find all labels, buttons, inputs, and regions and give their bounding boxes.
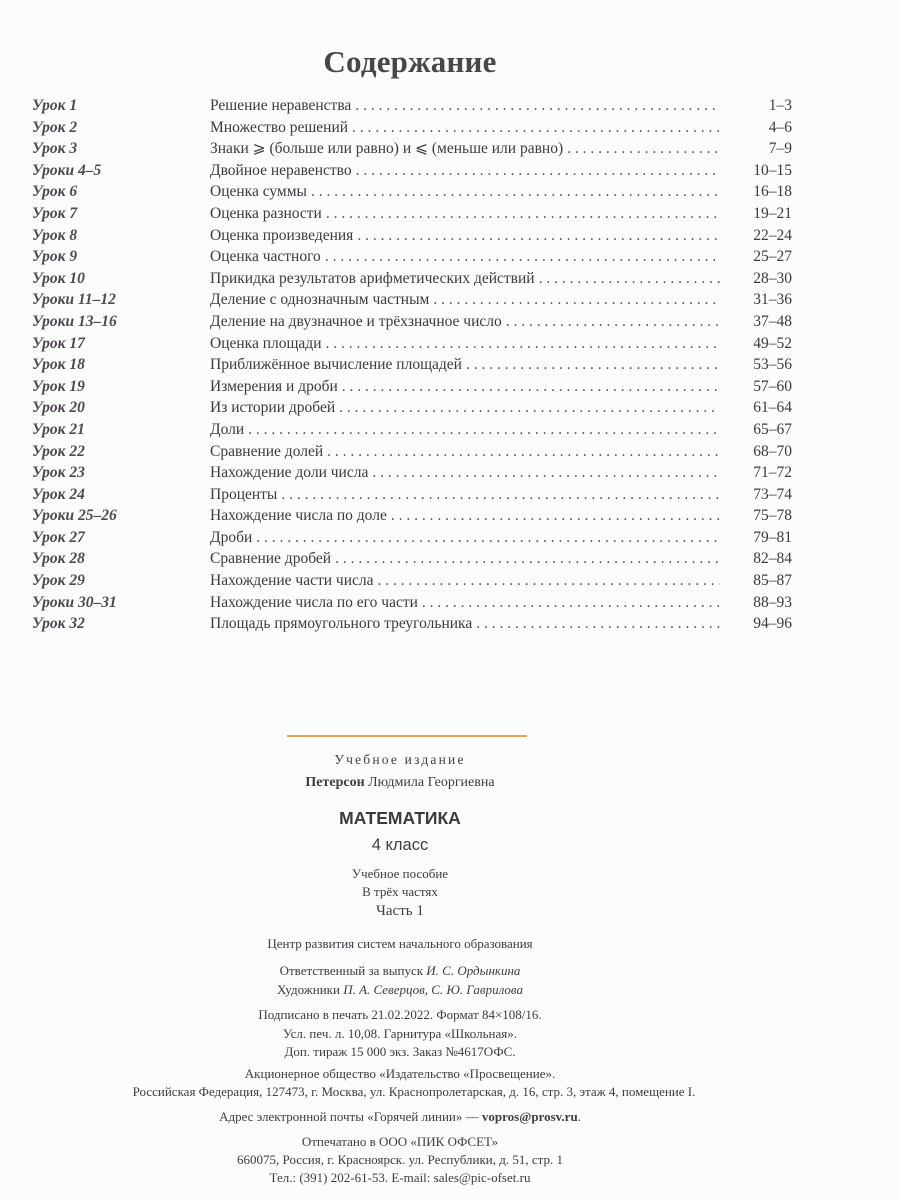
toc-topic-text: Множество решений [210,118,349,136]
leader-dots [356,160,720,182]
toc-pages: 73–74 [753,485,792,503]
toc-topic-text: Из истории дробей [210,399,336,417]
hotline-end: . [577,1109,581,1124]
printer-contact: Тел.: (391) 202-61-53. E-mail: sales@pic-ofset.ru [269,1170,531,1185]
printer-address: 660075, Россия, г. Красноярск. ул. Республики, д. 51, стр. 1 [237,1152,563,1167]
toc-pages: 25–27 [753,248,792,266]
toc-pages: 16–18 [753,183,792,201]
toc-lesson: Урок 17 [32,334,85,352]
toc-topic-text: Нахождение доли числа [210,464,369,482]
toc-lesson: Урок 28 [32,550,85,568]
toc-row[interactable] [32,419,792,441]
toc-row[interactable] [32,181,792,203]
toc-row[interactable] [32,160,792,182]
toc-pages: 19–21 [753,204,792,222]
table-of-contents [32,95,792,635]
book-grade: 4 класс [371,836,429,854]
toc-lesson: Урок 3 [32,140,78,158]
toc-row[interactable] [32,484,792,506]
author [0,775,800,791]
toc-pages: 79–81 [753,528,792,546]
leader-dots [476,613,720,635]
toc-topic [210,138,720,160]
hotline-label: Адрес электронной почты «Горячей линии» — [219,1109,479,1124]
book-type: Учебное пособие [351,866,449,881]
book-part: Часть 1 [376,903,424,919]
toc-topic [210,462,720,484]
artists [0,982,800,998]
toc-lesson: Урок 24 [32,485,85,503]
leader-dots [281,484,720,506]
toc-lesson: Уроки 30–31 [32,593,117,611]
leader-dots [433,289,720,311]
toc-topic-text: Дроби [210,528,253,546]
toc-lesson: Урок 32 [32,615,85,633]
toc-topic [210,333,720,355]
toc-lesson: Урок 22 [32,442,85,460]
toc-topic-text: Сравнение долей [210,442,324,460]
toc-topic-text: Измерения и дроби [210,377,338,395]
toc-lesson: Урок 6 [32,183,78,201]
leader-dots [422,592,720,614]
toc-topic [210,354,720,376]
toc-lesson: Урок 27 [32,528,85,546]
toc-pages: 57–60 [753,377,792,395]
toc-topic [210,311,720,333]
leader-dots [539,268,720,290]
artists-names: П. А. Северцов, С. Ю. Гаврилова [343,982,523,997]
toc-lesson: Урок 2 [32,118,78,136]
toc-topic [210,419,720,441]
toc-lesson: Урок 9 [32,248,78,266]
toc-pages: 53–56 [753,356,792,374]
toc-row[interactable] [32,311,792,333]
leader-dots [339,397,720,419]
toc-pages: 61–64 [753,399,792,417]
leader-dots [372,462,720,484]
toc-topic-text: Нахождение числа по его части [210,593,418,611]
toc-row[interactable] [32,397,792,419]
toc-topic-text: Решение неравенства [210,97,352,114]
toc-pages: 65–67 [753,420,792,438]
toc-row[interactable] [32,527,792,549]
leader-dots [352,117,720,139]
toc-row[interactable] [32,203,792,225]
toc-pages: 75–78 [753,507,792,525]
toc-topic [210,203,720,225]
toc-topic [210,613,720,635]
hotline-email-link[interactable]: vopros@prosv.ru [481,1109,578,1124]
toc-lesson: Урок 20 [32,399,85,417]
toc-row[interactable] [32,376,792,398]
toc-topic-text: Нахождение числа по доле [210,507,387,525]
toc-topic [210,95,720,117]
toc-pages: 68–70 [753,442,792,460]
toc-topic-text: Проценты [210,485,278,503]
toc-lesson: Урок 19 [32,377,85,395]
print-run: Доп. тираж 15 000 экз. Заказ №4617ОФС. [284,1044,516,1059]
toc-pages: 49–52 [753,334,792,352]
artists-label: Художники [277,982,340,997]
toc-lesson: Урок 21 [32,420,85,438]
toc-lesson: Урок 29 [32,572,85,590]
toc-topic-text: Оценка площади [210,334,322,352]
toc-lesson: Урок 7 [32,204,78,222]
organization: Центр развития систем начального образования [267,936,533,951]
leader-dots [256,527,720,549]
toc-topic [210,570,720,592]
toc-lesson: Уроки 25–26 [32,507,117,525]
toc-topic [210,397,720,419]
toc-topic-text: Сравнение дробей [210,550,332,568]
section-divider [287,735,527,737]
toc-topic [210,246,720,268]
toc-topic-text: Приближённое вычисление площадей [210,356,462,374]
toc-row[interactable] [32,354,792,376]
print-sheets: Усл. печ. л. 10,08. Гарнитура «Школьная». [283,1026,517,1041]
responsible-label: Ответственный за выпуск [279,963,424,978]
leader-dots [248,419,720,441]
toc-row[interactable] [32,613,792,635]
toc-pages: 1–3 [768,97,792,114]
toc-pages: 7–9 [768,140,792,158]
toc-pages: 28–30 [753,269,792,287]
toc-pages: 10–15 [753,161,792,179]
toc-topic-text: Доли [210,420,245,438]
leader-dots [567,138,720,160]
leader-dots [355,95,720,117]
toc-lesson: Уроки 4–5 [32,161,102,179]
publisher-address: Российская Федерация, 127473, г. Москва, ул. Краснопролетарская, д. 16, стр. 3, этаж 4, помещение I. [132,1084,696,1099]
leader-dots [342,376,720,398]
toc-topic [210,225,720,247]
toc-row[interactable] [32,289,792,311]
toc-pages: 85–87 [753,572,792,590]
toc-pages: 22–24 [753,226,792,244]
leader-dots [326,203,720,225]
author-name: Людмила Георгиевна [368,775,495,790]
book-parts: В трёх частях [362,884,438,899]
leader-dots [378,570,721,592]
toc-title: Содержание [323,44,497,79]
toc-pages: 94–96 [753,615,792,633]
toc-pages: 37–48 [753,312,792,330]
toc-pages: 4–6 [768,118,792,136]
author-surname: Петерсон [305,775,365,790]
toc-topic-text: Деление на двузначное и трёхзначное число [210,312,502,330]
toc-row[interactable] [32,548,792,570]
toc-pages: 31–36 [753,291,792,309]
leader-dots [357,225,720,247]
toc-row[interactable] [32,441,792,463]
toc-row[interactable] [32,592,792,614]
toc-row[interactable] [32,570,792,592]
leader-dots [326,333,721,355]
toc-pages: 71–72 [753,464,792,482]
toc-topic-text: Деление с однозначным частным [210,291,430,309]
toc-topic [210,505,720,527]
toc-row[interactable] [32,246,792,268]
toc-topic-text: Прикидка результатов арифметических действий [210,269,535,287]
toc-topic [210,592,720,614]
leader-dots [327,441,720,463]
toc-topic [210,376,720,398]
toc-row[interactable] [32,225,792,247]
toc-pages: 82–84 [753,550,792,568]
printed-by: Отпечатано в ООО «ПИК ОФСЕТ» [301,1134,499,1149]
toc-lesson: Урок 8 [32,226,78,244]
leader-dots [325,246,720,268]
toc-row[interactable] [32,462,792,484]
toc-topic-text: Оценка частного [210,248,321,266]
toc-lesson: Уроки 13–16 [32,312,117,330]
leader-dots [335,548,720,570]
toc-lesson: Урок 18 [32,356,85,374]
toc-topic [210,527,720,549]
toc-topic-text: Знаки ⩾ (больше или равно) и ⩽ (меньше или равно) [210,140,564,158]
toc-topic-text: Оценка произведения [210,226,354,244]
toc-topic [210,484,720,506]
print-signed: Подписано в печать 21.02.2022. Формат 84×108/16. [258,1007,542,1022]
leader-dots [466,354,720,376]
responsible-name: И. С. Ордынкина [426,963,521,978]
toc-row[interactable] [32,333,792,355]
toc-row[interactable] [32,138,792,160]
toc-topic [210,289,720,311]
leader-dots [391,505,720,527]
publisher: Акционерное общество «Издательство «Просвещение». [244,1066,556,1081]
toc-topic-text: Площадь прямоугольного треугольника [210,615,473,633]
toc-lesson: Уроки 11–12 [32,291,116,309]
toc-lesson: Урок 23 [32,464,85,482]
toc-pages: 88–93 [753,593,792,611]
toc-row[interactable] [32,505,792,527]
leader-dots [506,311,720,333]
toc-row[interactable] [32,117,792,139]
toc-lesson: Урок 1 [32,97,78,114]
edition-type: Учебное издание [334,752,466,767]
hotline [0,1109,800,1125]
toc-topic-text: Нахождение части числа [210,572,374,590]
toc-topic [210,548,720,570]
toc-topic-text: Оценка суммы [210,183,307,201]
toc-lesson: Урок 10 [32,269,85,287]
toc-topic-text: Оценка разности [210,204,322,222]
toc-row[interactable] [32,268,792,290]
toc-topic [210,181,720,203]
leader-dots [311,181,720,203]
toc-topic [210,117,720,139]
book-subject: МАТЕМАТИКА [339,808,461,828]
responsible-editor [0,963,800,979]
toc-topic [210,441,720,463]
toc-topic [210,160,720,182]
toc-topic-text: Двойное неравенство [210,161,352,179]
toc-row[interactable] [32,95,792,117]
toc-topic [210,268,720,290]
